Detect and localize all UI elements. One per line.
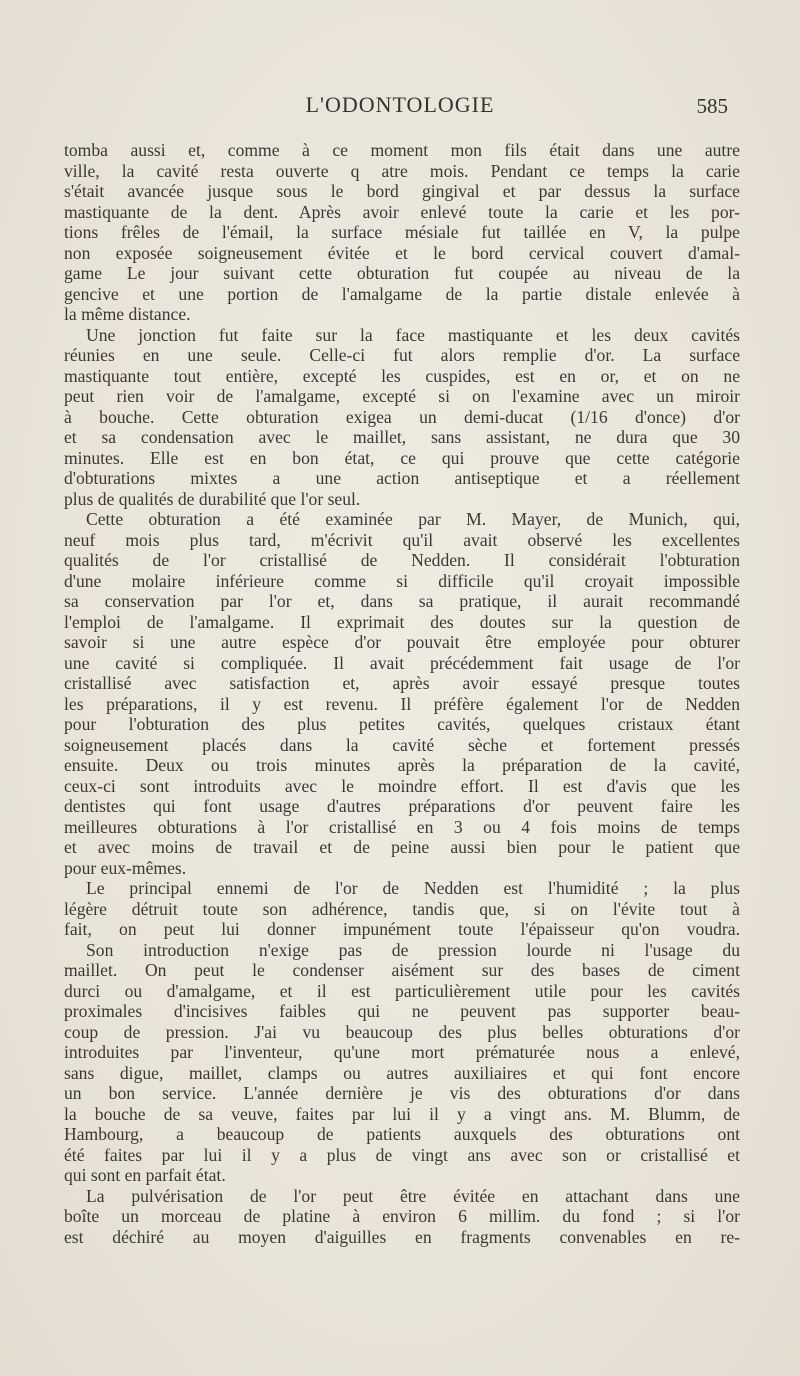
text-line: fait, on peut lui donner impunément toute l'épaisseur qu'on voudra. — [64, 919, 740, 939]
text-line: mastiquante tout entière, excepté les cuspides, est en or, et on ne — [64, 365, 740, 386]
text-line: les préparations, il y est revenu. Il préfère également l'or de Nedden — [64, 693, 740, 714]
text-line: Le principal ennemi de l'or de Nedden est l'humidité ; la plus — [86, 878, 740, 898]
text-line: pour l'obturation des plus petites cavités, quelques cristaux étant — [64, 714, 740, 734]
text-line: sans digue, maillet, clamps ou autres auxiliaires et qui font encore — [64, 1062, 740, 1083]
text-line: un bon service. L'année dernière je vis des obturations d'or dans — [64, 1083, 740, 1103]
text-line: l'emploi de l'amalgame. Il exprimait des doutes sur la question de — [64, 611, 740, 632]
text-line: tions frêles de l'émail, la surface mésiale fut taillée en V, la pulpe — [64, 222, 740, 242]
text-line: d'obturations mixtes a une action antiseptique et a réellement — [64, 468, 740, 488]
text-line: une cavité si compliquée. Il avait précédemment fait usage de l'or — [64, 652, 740, 673]
text-line: meilleures obturations à l'or cristallisé en 3 ou 4 fois moins de temps — [64, 816, 740, 837]
text-line: tomba aussi et, comme à ce moment mon fils était dans une autre — [64, 140, 740, 160]
text-line: introduites par l'inventeur, qu'une mort prématurée nous a enlevé, — [64, 1042, 740, 1062]
text-line: non exposée soigneusement évitée et le bord cervical couvert d'amal- — [64, 242, 740, 263]
text-line: dentistes qui font usage d'autres préparations d'or peuvent faire les — [64, 796, 740, 816]
text-line: plus de qualités de durabilité que l'or seul. — [64, 488, 361, 509]
text-line: et sa condensation avec le maillet, sans assistant, ne dura que 30 — [64, 427, 740, 447]
text-line: est déchiré au moyen d'aiguilles en fragments convenables en re- — [64, 1226, 740, 1247]
text-line: réunies en une seule. Celle-ci fut alors remplie d'or. La surface — [64, 345, 740, 365]
text-line: Son introduction n'exige pas de pression lourde ni l'usage du — [86, 939, 740, 960]
text-line: gencive et une portion de l'amalgame de la partie distale enlevée à — [64, 283, 740, 304]
text-line: boîte un morceau de platine à environ 6 millim. du fond ; si l'or — [64, 1206, 740, 1226]
text-line: soigneusement placés dans la cavité sèche et fortement pressés — [64, 734, 740, 755]
text-line: s'était avancée jusque sous le bord gingival et par dessus la surface — [64, 181, 740, 201]
text-line: Une jonction fut faite sur la face mastiquante et les deux cavités — [86, 324, 740, 345]
text-line: game Le jour suivant cette obturation fut coupée au niveau de la — [64, 263, 740, 283]
text-line: qui sont en parfait état. — [64, 1165, 226, 1185]
page-number: 585 — [696, 94, 728, 118]
page-header — [64, 92, 736, 124]
text-line: peut rien voir de l'amalgame, excepté si on l'examine avec un miroir — [64, 386, 740, 406]
text-line: durci ou d'amalgame, et il est particulièrement utile pour les cavités — [64, 980, 740, 1001]
text-line: Cette obturation a été examinée par M. Mayer, de Munich, qui, — [86, 509, 740, 529]
text-line: à bouche. Cette obturation exigea un demi-ducat (1/16 d'once) d'or — [64, 406, 740, 427]
body-text — [64, 140, 740, 1247]
text-line: Hambourg, a beaucoup de patients auxquels des obturations ont — [64, 1124, 740, 1144]
text-line: maillet. On peut le condenser aisément sur des bases de ciment — [64, 960, 740, 980]
text-line: et avec moins de travail et de peine aussi bien pour le patient que — [64, 837, 740, 857]
text-line: neuf mois plus tard, m'écrivit qu'il avait observé les excellentes — [64, 529, 740, 550]
text-line: été faites par lui il y a plus de vingt ans avec son or cristallisé et — [64, 1144, 740, 1165]
text-line: minutes. Elle est en bon état, ce qui prouve que cette catégorie — [64, 447, 740, 468]
text-line: ensuite. Deux ou trois minutes après la préparation de la cavité, — [64, 755, 740, 775]
text-line: la même distance. — [64, 304, 191, 324]
text-line: coup de pression. J'ai vu beaucoup des plus belles obturations d'or — [64, 1021, 740, 1042]
text-line: qualités de l'or cristallisé de Nedden. Il considérait l'obturation — [64, 550, 740, 570]
text-line: proximales d'incisives faibles qui ne peuvent pas supporter beau- — [64, 1001, 740, 1021]
text-line: sa conservation par l'or et, dans sa pratique, il aurait recommandé — [64, 591, 740, 611]
text-line: savoir si une autre espèce d'or pouvait être employée pour obturer — [64, 632, 740, 652]
text-line: ville, la cavité resta ouverte q atre mois. Pendant ce temps la carie — [64, 160, 740, 181]
text-line: d'une molaire inférieure comme si difficile qu'il croyait impossible — [64, 570, 740, 591]
text-line: pour eux-mêmes. — [64, 857, 187, 878]
running-title: L'ODONTOLOGIE — [305, 92, 495, 117]
text-line: cristallisé avec satisfaction et, après avoir essayé presque toutes — [64, 673, 740, 693]
text-line: La pulvérisation de l'or peut être évitée en attachant dans une — [86, 1185, 740, 1206]
text-line: la bouche de sa veuve, faites par lui il y a vingt ans. M. Blumm, de — [64, 1103, 740, 1124]
text-line: légère détruit toute son adhérence, tandis que, si on l'évite tout à — [64, 898, 740, 919]
text-line: ceux-ci sont introduits avec le moindre effort. Il est d'avis que les — [64, 775, 740, 796]
text-line: mastiquante de la dent. Après avoir enlevé toute la carie et les por- — [64, 201, 740, 222]
